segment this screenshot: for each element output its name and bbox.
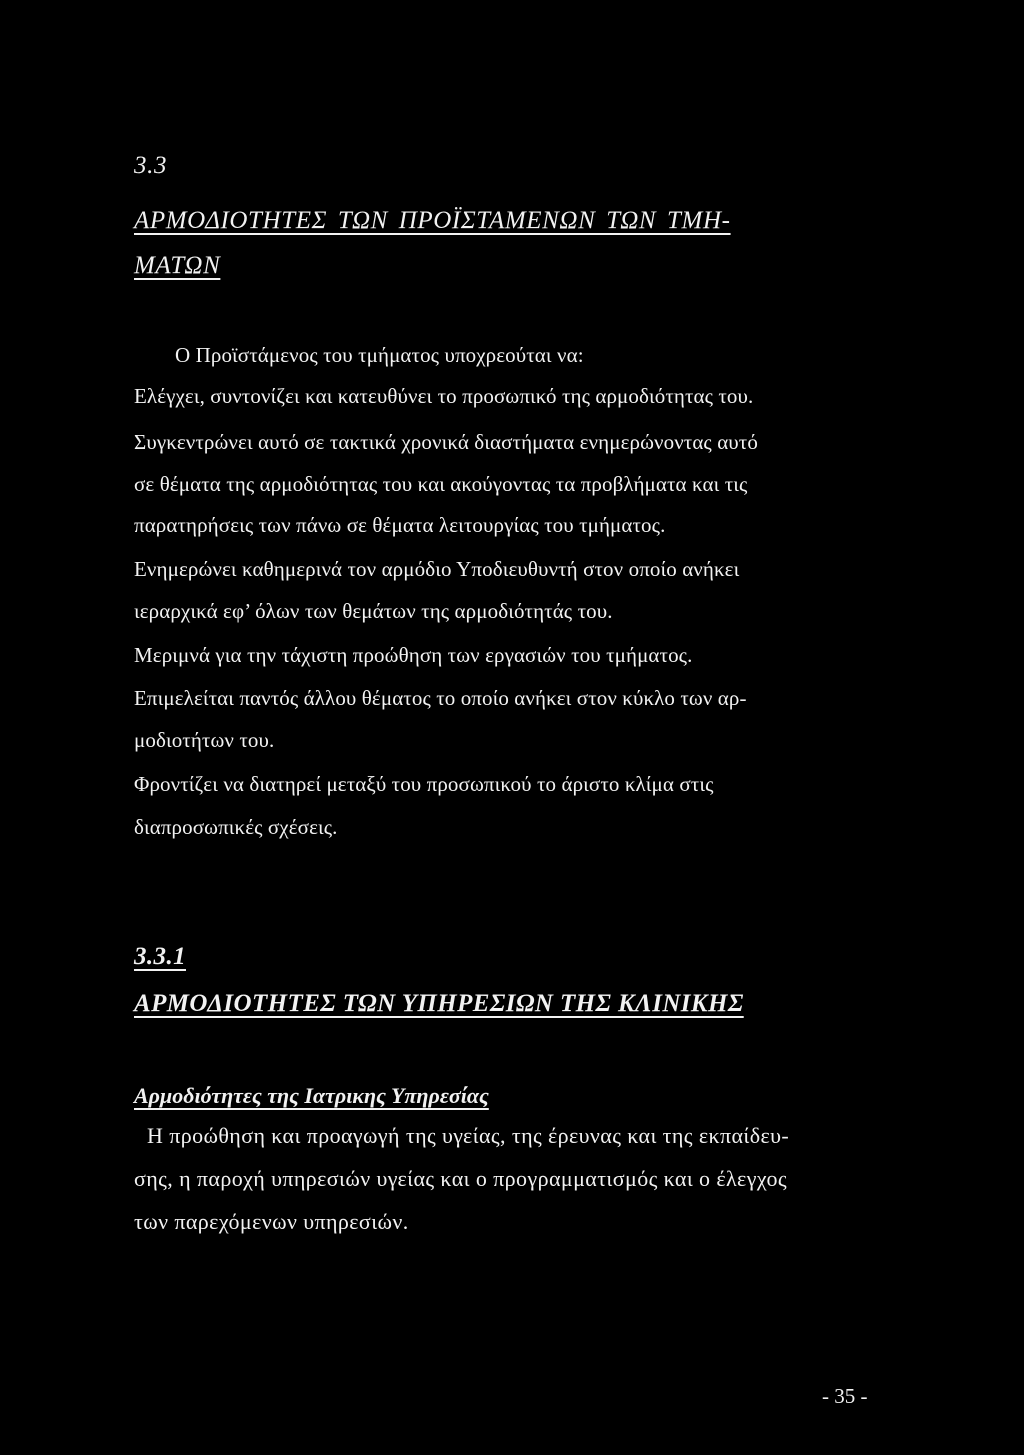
subsection-number: 3.3.1 [134, 943, 186, 970]
section-line-4: παρατηρήσεις των πάνω σε θέματα λειτουργίας του τμήματος. [134, 513, 666, 537]
subsection-subheading: Αρμοδιότητες της Ιατρικης Υπηρεσίας [134, 1083, 489, 1108]
section-line-8: Επιμελείται παντός άλλου θέματος το οποίο ανήκει στον κύκλο των αρ- [134, 686, 747, 710]
section-line-6: ιεραρχικά εφ’ όλων των θεμάτων της αρμοδιότητάς του. [134, 599, 613, 623]
section-line-2: Συγκεντρώνει αυτό σε τακτικά χρονικά διαστήματα ενημερώνοντας αυτό [134, 430, 758, 454]
section-line-9: μοδιοτήτων του. [134, 728, 275, 752]
subsection-line-1: Η προώθηση και προαγωγή της υγείας, της έρευνας και της εκπαίδευ- [147, 1123, 790, 1148]
section-line-1: Ελέγχει, συντονίζει και κατευθύνει το προσωπικό της αρμοδιότητας του. [134, 384, 754, 408]
section-line-5: Ενημερώνει καθημερινά τον αρμόδιο Υποδιευθυντή στον οποίο ανήκει [134, 557, 740, 581]
section-number: 3.3 [134, 152, 168, 179]
section-line-3: σε θέματα της αρμοδιότητας του και ακούγοντας τα προβλήματα και τις [134, 472, 748, 496]
section-line-11: διαπροσωπικές σχέσεις. [134, 815, 338, 839]
subsection-title: ΑΡΜΟΔΙΟΤΗΤΕΣ ΤΩΝ ΥΠΗΡΕΣΙΩΝ ΤΗΣ ΚΛΙΝΙΚΗΣ [134, 990, 744, 1017]
section-title-line2: ΜΑΤΩΝ [134, 252, 221, 279]
page-number: - 35 - [822, 1384, 868, 1408]
section-line-7: Μεριμνά για την τάχιστη προώθηση των εργασιών του τμήματος. [134, 643, 693, 667]
section-line-10: Φροντίζει να διατηρεί μεταξύ του προσωπικού το άριστο κλίμα στις [134, 772, 714, 796]
subsection-line-3: των παρεχόμενων υπηρεσιών. [134, 1209, 409, 1234]
section-intro: Ο Προϊστάμενος του τμήματος υποχρεούται να: [175, 343, 584, 367]
section-title-line1: ΑΡΜΟΔΙΟΤΗΤΕΣ ΤΩΝ ΠΡΟΪΣΤΑΜΕΝΩΝ ΤΩΝ ΤΜΗ- [134, 207, 731, 234]
subsection-line-2: σης, η παροχή υπηρεσιών υγείας και ο προγραμματισμός και ο έλεγχος [134, 1166, 788, 1191]
